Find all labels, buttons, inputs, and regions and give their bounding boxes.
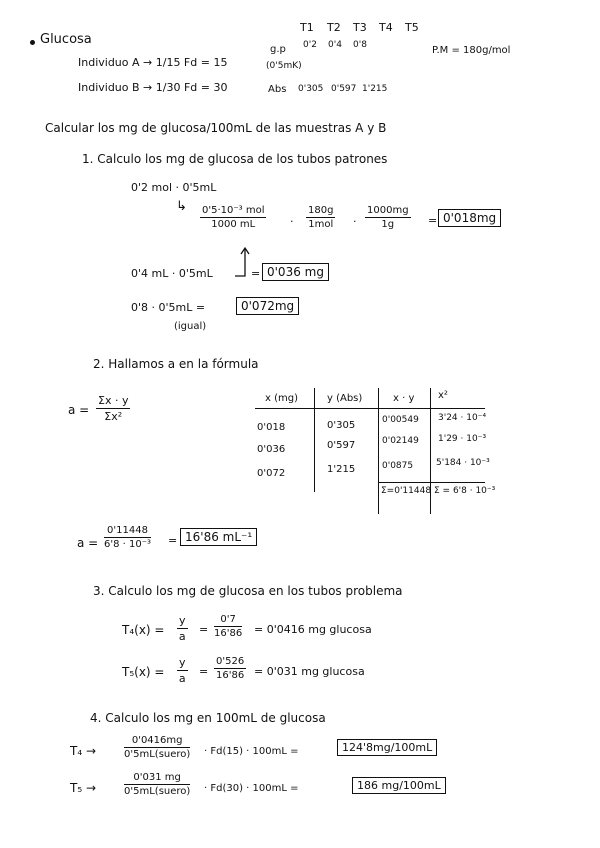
table-sum-rule xyxy=(378,482,485,483)
table-cell: 0'036 xyxy=(257,444,286,455)
gp-value-t2: 0'4 xyxy=(328,40,342,50)
table-header-y: y (Abs) xyxy=(327,393,363,404)
step1-igual: (igual) xyxy=(174,321,207,332)
step1-line2: 0'4 mL · 0'5mL xyxy=(131,267,213,280)
step1-line1: 0'2 mol · 0'5mL xyxy=(131,181,217,194)
step4-t5-fraction: 0'031 mg 0'5mL(suero) xyxy=(124,772,191,797)
pm-value: P.M = 180g/mol xyxy=(432,45,511,56)
table-header-x2: x² xyxy=(438,390,448,401)
table-sum-xy: Σ=0'11448 xyxy=(381,486,432,496)
table-cell: 1'29 · 10⁻³ xyxy=(438,434,487,444)
step1-line3: 0'8 · 0'5mL = xyxy=(131,301,206,314)
t5-fraction-ya: $\frac{y}{a}$ xyxy=(178,656,186,685)
up-arrow-icon xyxy=(233,246,249,278)
table-cell: 5'184 · 10⁻³ xyxy=(436,458,490,468)
dot-operator: · xyxy=(290,215,294,228)
equals-sign: = xyxy=(168,534,178,547)
step4-t4-fraction: 0'0416mg 0'5mL(suero) xyxy=(124,735,191,760)
step4-t4-mid: · Fd(15) · 100mL = xyxy=(204,746,299,757)
table-cell: 0'02149 xyxy=(382,436,419,446)
step4-t5-result: 186 mg/100mL xyxy=(352,777,446,794)
table-cell: 0'597 xyxy=(327,440,356,451)
gp-value-t3: 0'8 xyxy=(353,40,367,50)
step4-t5-lhs: T₅ → xyxy=(70,781,97,795)
step1-fraction-g: 180g 1mol xyxy=(308,205,334,230)
abs-value-t2: 0'597 xyxy=(331,84,357,94)
t5-result: = 0'031 mg glucosa xyxy=(254,665,365,678)
dot-operator: · xyxy=(353,215,357,228)
step1-result1: 0'018mg xyxy=(438,209,501,227)
equals-sign: = xyxy=(199,665,209,678)
tube-header-t2: T2 xyxy=(327,21,341,34)
formula-fraction: $\frac{\Sigma x \cdot y}{\text{Σx²}}$ xyxy=(98,394,129,423)
gp-value-t1: 0'2 xyxy=(303,40,317,50)
t5-fraction-values: $\frac{0'526}{16'86}$ xyxy=(216,656,245,681)
tube-header-t3: T3 xyxy=(353,21,367,34)
bullet-point xyxy=(30,40,35,45)
step4-t4-lhs: T₄ → xyxy=(70,744,97,758)
abs-value-t1: 0'305 xyxy=(298,84,324,94)
equals-sign: = xyxy=(199,623,209,636)
formula-lhs: a = xyxy=(68,403,90,417)
gp-label: g.p xyxy=(270,44,286,55)
table-cell: 0'00549 xyxy=(382,415,419,425)
step2-result: 16'86 mL⁻¹ xyxy=(180,528,257,546)
step3-title: 3. Calculo los mg de glucosa en los tubos problema xyxy=(93,584,403,598)
section-title: Calcular los mg de glucosa/100mL de las muestras A y B xyxy=(45,121,387,135)
step4-t4-result: 124'8mg/100mL xyxy=(337,739,437,756)
step2-title: 2. Hallamos a en la fórmula xyxy=(93,357,259,371)
tube-header-t1: T1 xyxy=(300,21,314,34)
step1-title: 1. Calculo los mg de glucosa de los tubos patrones xyxy=(82,152,388,166)
step1-result3: 0'072mg xyxy=(236,297,299,315)
equals-sign: = xyxy=(428,214,438,227)
individuo-b: Individuo B → 1/30 Fd = 30 xyxy=(78,81,228,94)
table-cell: 1'215 xyxy=(327,464,356,475)
abs-value-t3: 1'215 xyxy=(362,84,388,94)
t4-fraction-ya: $\frac{y}{a}$ xyxy=(178,614,186,643)
abs-label: Abs xyxy=(268,84,287,95)
topic-title: Glucosa xyxy=(40,32,92,47)
t4-result: = 0'0416 mg glucosa xyxy=(254,623,372,636)
table-cell: 0'018 xyxy=(257,422,286,433)
tube-header-t5: T5 xyxy=(405,21,419,34)
calc-lhs: a = xyxy=(77,536,99,550)
table-header-x: x (mg) xyxy=(265,393,298,404)
table-cell: 0'305 xyxy=(327,420,356,431)
individuo-a: Individuo A → 1/15 Fd = 15 xyxy=(78,56,228,69)
gp-sub: (0'5mK) xyxy=(266,61,302,71)
table-header-rule xyxy=(255,408,485,409)
step1-fraction-mg: $\frac{1000mg}{1g}$ xyxy=(367,205,409,230)
t4-fraction-values: $\frac{0'7}{16'86}$ xyxy=(214,614,243,639)
t5-lhs: T₅(x) = xyxy=(122,665,165,679)
step1-result2: 0'036 mg xyxy=(262,263,329,281)
table-sum-x2: Σ = 6'8 · 10⁻³ xyxy=(434,486,496,496)
equals-sign: = xyxy=(251,267,261,280)
calc-fraction: $\frac{0'11448}{\text{6'8 · 10⁻³}}$ xyxy=(104,525,152,550)
table-cell: 3'24 · 10⁻⁴ xyxy=(438,413,487,423)
step4-title: 4. Calculo los mg en 100mL de glucosa xyxy=(90,711,326,725)
table-cell: 0'072 xyxy=(257,468,286,479)
table-divider xyxy=(378,388,379,514)
t4-lhs: T₄(x) = xyxy=(122,623,165,637)
step1-fraction-mol: 0'5·10⁻³ mol 1000 mL xyxy=(202,205,265,230)
step1-arrow: ↳ xyxy=(176,199,187,214)
tube-header-t4: T4 xyxy=(379,21,393,34)
table-header-xy: x · y xyxy=(393,393,415,404)
table-divider xyxy=(314,388,315,492)
table-cell: 0'0875 xyxy=(382,461,414,471)
step4-t5-mid: · Fd(30) · 100mL = xyxy=(204,783,299,794)
